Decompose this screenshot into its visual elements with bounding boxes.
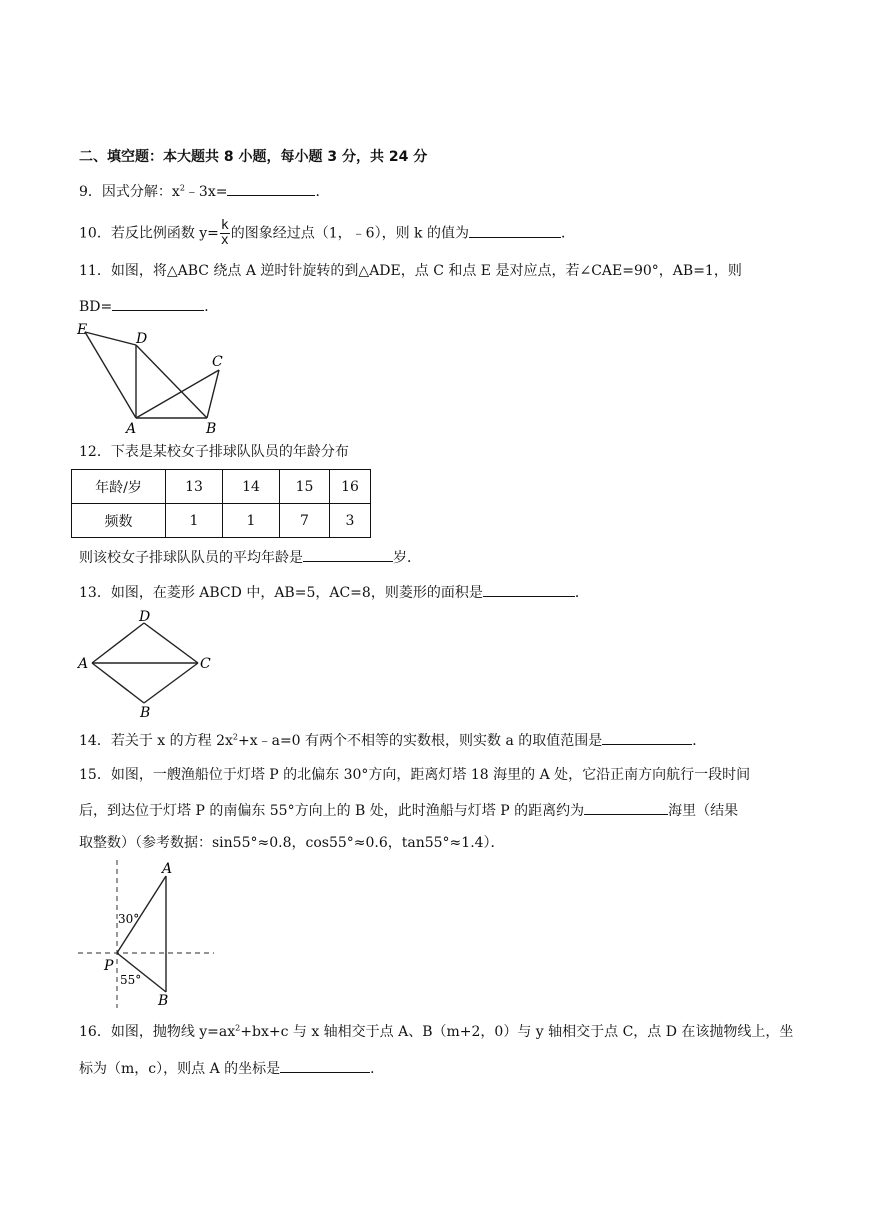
q13-number: 13． [79, 585, 111, 601]
edge-AD [92, 623, 144, 663]
q15-line1: 如图，一艘渔船位于灯塔 P 的北偏东 30°方向，距离灯塔 18 海里的 A 处，它沿正南方向航行一段时间 [110, 767, 751, 783]
q16-superscript: 2 [235, 1023, 241, 1033]
q10-number: 10． [79, 225, 111, 242]
section-header: 二、填空题：本大题共 8 小题，每小题 3 分，共 24 分 [79, 149, 428, 165]
q10-fraction [220, 219, 230, 248]
q15-line2-b: 海里（结果 [668, 803, 739, 819]
q11-rotation-figure [74, 318, 234, 436]
q10-frac-denominator: x [220, 233, 229, 248]
q9-number: 9． [79, 184, 102, 200]
label-B: B [206, 421, 217, 436]
label-D: D [139, 609, 151, 625]
q11-answer-blank[interactable] [112, 296, 204, 311]
question-15-line2 [79, 800, 738, 820]
q15-line3: 取整数）（参考数据：sin55°≈0.8，cos55°≈0.6，tan55°≈1.4）． [79, 835, 505, 851]
age-distribution-table [71, 469, 371, 538]
q16-line2: 标为（m，c），则点 A 的坐标是 [79, 1061, 281, 1077]
label-C: C [200, 656, 211, 672]
q10-text-a: 若反比例函数 y= [110, 225, 219, 242]
label-B: B [140, 705, 151, 720]
q13-text: 如图，在菱形 ABCD 中，AB=5，AC=8，则菱形的面积是 [110, 585, 483, 601]
q16-line1-b: +bx+c 与 x 轴相交于点 A、B（m+2，0）与 y 轴相交于点 C，点 D 在该抛物线上，坐 [240, 1024, 794, 1040]
q13-end: ． [574, 585, 589, 601]
edge-CB [207, 370, 219, 418]
label-E: E [77, 322, 88, 338]
q9-answer-blank[interactable] [227, 181, 315, 196]
question-11-line2 [79, 296, 218, 316]
q12-text: 下表是某校女子排球队队员的年龄分布 [110, 444, 349, 460]
table-cell: 1 [223, 504, 280, 538]
q10-answer-blank[interactable] [469, 223, 561, 238]
angle-30-label: 30° [118, 912, 140, 926]
label-A: A [78, 656, 89, 672]
question-16-line1 [79, 1023, 793, 1041]
q14-superscript: 2 [232, 732, 238, 742]
label-A: A [126, 421, 137, 436]
question-14 [79, 730, 706, 750]
edge-DB [136, 345, 207, 418]
q11-line1: 如图，将△ABC 绕点 A 逆时针旋转的到△ADE，点 C 和点 E 是对应点，若∠CAE=90°，AB=1，则 [110, 263, 742, 279]
table-cell: 1 [166, 504, 223, 538]
label-B: B [158, 993, 169, 1009]
q14-text-a: 若关于 x 的方程 2x [110, 733, 233, 749]
q11-number: 11． [79, 263, 111, 279]
table-cell: 3 [330, 504, 371, 538]
q9-text-a: 因式分解：x [101, 184, 180, 200]
q16-line1-a: 如图，抛物线 y=ax [110, 1024, 236, 1040]
q10-text-b: 的图象经过点（1，﹣6），则 k 的值为 [230, 225, 469, 242]
edge-BA [92, 663, 144, 703]
q9-end: ． [315, 184, 330, 200]
q14-answer-blank[interactable] [602, 730, 692, 745]
q14-number: 14． [79, 733, 111, 749]
q15-lighthouse-figure [74, 858, 219, 1010]
q11-line2: BD= [79, 299, 113, 315]
table-cell: 7 [280, 504, 330, 538]
edge-AC [136, 370, 219, 418]
label-D: D [136, 331, 148, 347]
table-cell: 15 [280, 470, 330, 504]
q12-after-b: 岁． [393, 550, 421, 566]
angle-55-label: 55° [120, 973, 142, 987]
q14-text-b: +x﹣a=0 有两个不相等的实数根，则实数 a 的取值范围是 [237, 733, 603, 749]
question-13 [79, 582, 589, 602]
q13-rhombus-figure [74, 606, 224, 720]
table-row [72, 504, 371, 538]
edge-CB [144, 663, 198, 703]
label-C: C [212, 354, 223, 370]
edge-ED [85, 332, 136, 345]
q10-end: ． [560, 225, 575, 242]
question-12-after [79, 547, 421, 567]
q15-answer-blank[interactable] [584, 800, 668, 815]
q13-answer-blank[interactable] [483, 582, 575, 597]
table-header-frequency: 频数 [72, 504, 166, 538]
question-9 [79, 181, 329, 201]
q9-text-b: ﹣3x= [184, 184, 228, 200]
q11-end: ． [204, 299, 219, 315]
q12-answer-blank[interactable] [303, 547, 393, 562]
q12-number: 12． [79, 444, 111, 460]
question-16-line2 [79, 1058, 384, 1078]
q16-answer-blank[interactable] [280, 1058, 370, 1073]
q9-superscript: 2 [179, 183, 185, 193]
table-cell: 13 [166, 470, 223, 504]
label-A: A [162, 861, 173, 877]
q16-number: 16． [79, 1024, 111, 1040]
q15-line2-a: 后，到达位于灯塔 P 的南偏东 55°方向上的 B 处，此时渔船与灯塔 P 的距离约为 [79, 803, 585, 819]
edge-DC [144, 623, 198, 663]
table-cell: 14 [223, 470, 280, 504]
q15-number: 15． [79, 767, 111, 783]
question-12 [79, 443, 349, 461]
q16-end: ． [370, 1061, 385, 1077]
question-15-line1 [79, 766, 750, 784]
q10-frac-numerator: k [220, 218, 229, 233]
edge-EA [85, 332, 136, 418]
table-row [72, 470, 371, 504]
q14-end: ． [692, 733, 707, 749]
q12-after-a: 则该校女子排球队队员的平均年龄是 [79, 550, 303, 566]
table-header-age: 年龄/岁 [72, 470, 166, 504]
question-10 [79, 219, 575, 248]
table-cell: 16 [330, 470, 371, 504]
question-11-line1 [79, 262, 742, 280]
question-15-line3 [79, 834, 505, 852]
label-P: P [104, 958, 114, 974]
